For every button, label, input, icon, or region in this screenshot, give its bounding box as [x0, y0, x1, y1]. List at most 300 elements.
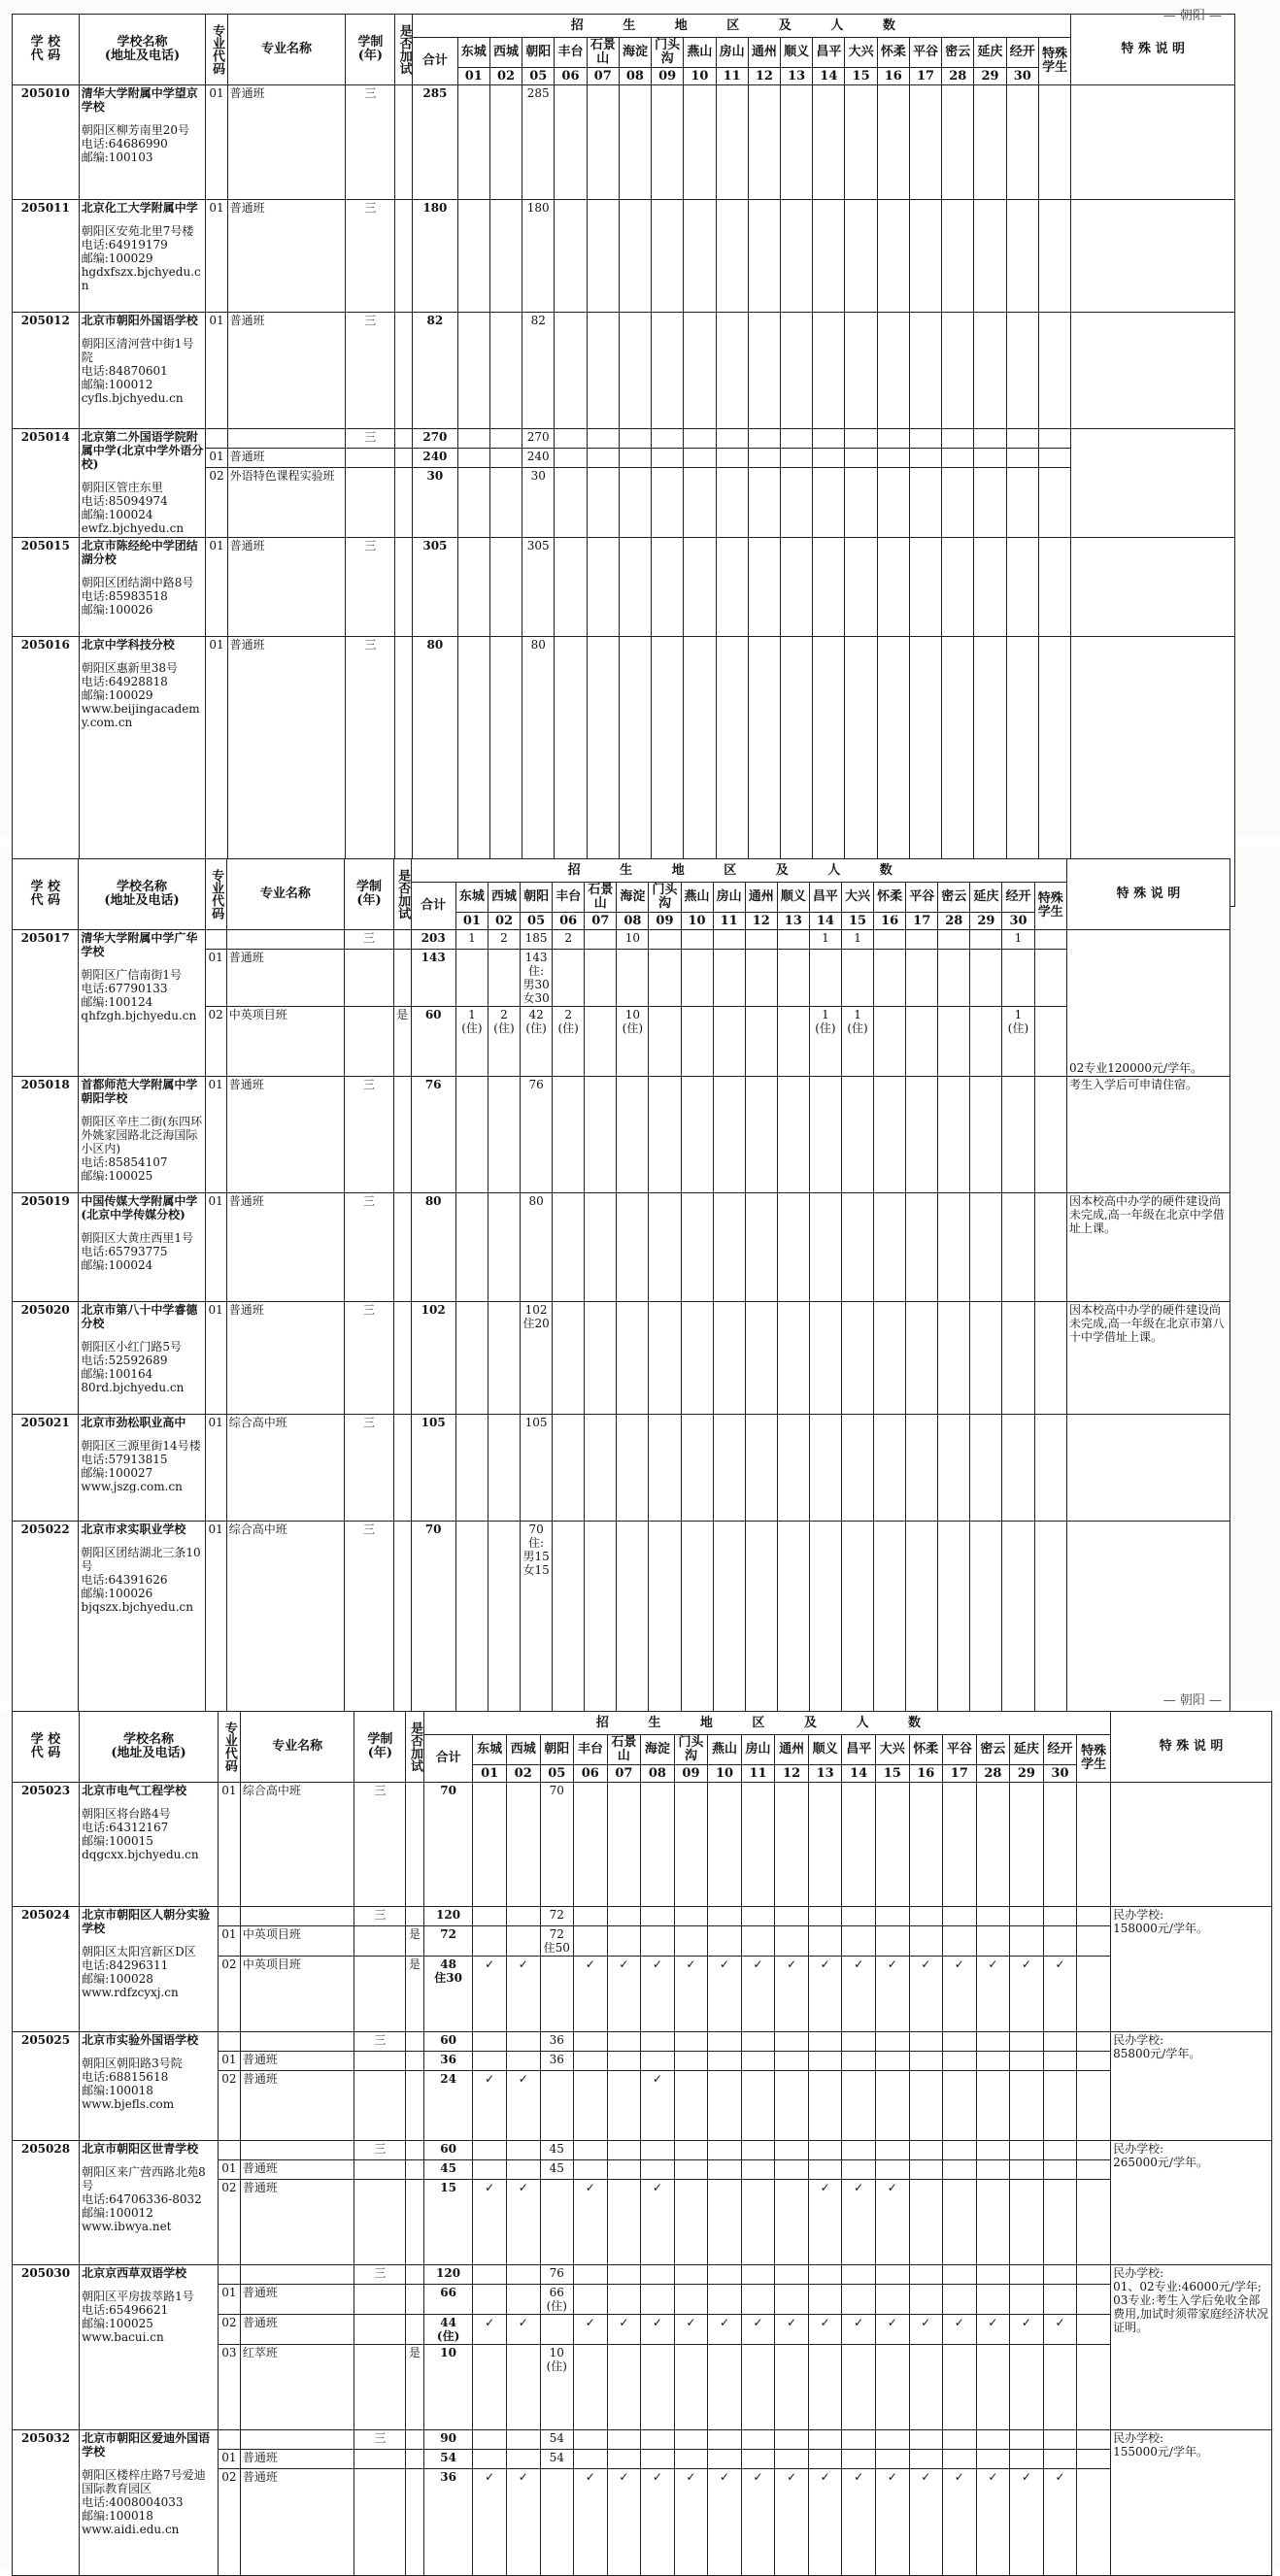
district-cell-06	[574, 2032, 608, 2052]
special-students	[1077, 2285, 1111, 2315]
district-cell-29	[974, 85, 1006, 200]
school-code: 205011	[13, 200, 80, 313]
district-cell-02	[489, 429, 522, 449]
district-cell-16	[909, 2180, 943, 2265]
major-name: 普通班	[240, 2052, 354, 2071]
table-row	[13, 2265, 1272, 2285]
district-cell-16	[909, 1926, 943, 1957]
district-cell-13	[777, 1193, 809, 1302]
major-name: 红萃班	[240, 2345, 354, 2430]
school-address: 朝阳区平房拔萃路1号 电话:65496621 邮编:100025 www.bacui.cn	[82, 2290, 194, 2344]
header-district-code-07: 07	[585, 913, 617, 930]
district-cell-16	[877, 200, 909, 313]
header-region-title: 招 生 地 区 及 人 数	[423, 1712, 1110, 1735]
addtest	[393, 1522, 411, 1725]
total: 120	[423, 1907, 473, 1926]
table-row	[13, 429, 1235, 449]
district-cell-30	[1043, 1926, 1077, 1957]
special-students	[1038, 200, 1071, 313]
district-cell-06: ✓	[574, 2315, 608, 2345]
district-cell-01: 1 (住)	[455, 1007, 488, 1077]
district-cell-05: 54	[540, 2430, 574, 2450]
header-district-10: 燕山	[708, 1735, 742, 1765]
district-cell-13	[808, 1783, 842, 1907]
special-students	[1038, 429, 1071, 449]
total: 90	[423, 2430, 473, 2450]
district-cell-30	[1006, 429, 1038, 449]
district-cell-01	[457, 85, 489, 200]
district-cell-11: ✓	[741, 1957, 775, 2032]
district-cell-08: ✓	[641, 1957, 675, 2032]
school-code: 205022	[13, 1522, 79, 1725]
district-cell-10	[708, 2071, 742, 2141]
header-district-30: 经开	[1006, 38, 1038, 68]
major-name: 普通班	[226, 1077, 344, 1193]
district-cell-10	[708, 2180, 742, 2265]
addtest	[406, 2285, 423, 2315]
header-district-29: 延庆	[970, 883, 1002, 913]
header-district-29: 延庆	[1010, 1735, 1044, 1765]
district-cell-15	[875, 2285, 909, 2315]
district-cell-30	[1043, 1783, 1077, 1907]
years	[354, 2052, 406, 2071]
district-cell-12	[745, 1302, 777, 1415]
addtest	[406, 2265, 423, 2285]
district-cell-12	[745, 1193, 777, 1302]
district-cell-30	[1006, 313, 1038, 429]
district-cell-10	[708, 2032, 742, 2052]
school-code: 205016	[13, 637, 80, 907]
district-cell-12	[775, 2180, 809, 2265]
district-cell-14	[809, 1522, 841, 1725]
major-code: 02	[205, 1007, 226, 1077]
header-years: 学制 (年)	[354, 1712, 406, 1783]
district-cell-01	[473, 2430, 507, 2450]
district-cell-28: ✓	[976, 2469, 1010, 2576]
district-cell-09	[674, 2265, 708, 2285]
header-district-code-06: 06	[555, 68, 587, 85]
district-cell-30	[1043, 2450, 1077, 2469]
district-cell-12	[745, 1522, 777, 1725]
header-district-code-30: 30	[1006, 68, 1038, 85]
district-cell-01	[455, 1522, 488, 1725]
special-note	[1111, 1783, 1272, 1907]
district-cell-10	[681, 930, 713, 950]
district-cell-01	[473, 2450, 507, 2469]
district-cell-02	[506, 2265, 540, 2285]
header-district-01: 东城	[455, 883, 488, 913]
district-cell-13: ✓	[808, 1957, 842, 2032]
district-cell-10	[708, 1926, 742, 1957]
district-cell-07	[585, 1077, 617, 1193]
district-cell-17	[943, 1926, 977, 1957]
district-cell-07	[585, 1522, 617, 1725]
major-name	[240, 2141, 354, 2160]
district-cell-30	[1043, 2285, 1077, 2315]
header-special-students: 特殊学生	[1034, 883, 1066, 930]
district-cell-29	[970, 1415, 1002, 1522]
district-cell-14	[842, 1783, 876, 1907]
district-cell-30	[1002, 1193, 1034, 1302]
district-cell-15	[875, 1926, 909, 1957]
special-note: 民办学校: 158000元/学年。	[1111, 1907, 1272, 2032]
major-code	[218, 2265, 240, 2285]
district-cell-06: 2 (住)	[553, 1007, 585, 1077]
district-cell-29	[1010, 2345, 1044, 2430]
district-cell-28	[976, 2032, 1010, 2052]
special-students	[1077, 2032, 1111, 2052]
district-cell-11	[716, 538, 748, 637]
years	[345, 950, 394, 1007]
district-cell-17	[909, 85, 941, 200]
school-code: 205023	[13, 1783, 80, 1907]
district-cell-29	[974, 538, 1006, 637]
school-info	[79, 538, 206, 637]
district-cell-13	[777, 930, 809, 950]
district-cell-11	[741, 2265, 775, 2285]
district-cell-02	[488, 1415, 520, 1522]
school-name: 清华大学附属中学广华学校	[81, 931, 198, 958]
district-cell-17: ✓	[943, 2469, 977, 2576]
district-cell-08	[641, 1926, 675, 1957]
major-name: 综合高中班	[226, 1415, 344, 1522]
district-cell-07	[607, 1926, 641, 1957]
total: 240	[413, 449, 458, 468]
district-cell-07	[585, 1302, 617, 1415]
district-cell-28	[976, 2180, 1010, 2265]
header-district-12: 通州	[745, 883, 777, 913]
school-info	[79, 1077, 205, 1193]
district-cell-16	[909, 2345, 943, 2430]
total: 70	[423, 1783, 473, 1907]
district-cell-07: ✓	[607, 1957, 641, 2032]
school-name: 北京市朝阳区爱迪外国语学校	[82, 2431, 211, 2459]
district-cell-10	[681, 1415, 713, 1522]
district-cell-06	[553, 1302, 585, 1415]
district-cell-12	[775, 2141, 809, 2160]
district-cell-07	[607, 2032, 641, 2052]
special-students	[1038, 313, 1071, 429]
district-cell-05	[540, 2315, 574, 2345]
major-code: 01	[218, 1926, 240, 1957]
district-cell-13	[777, 1522, 809, 1725]
header-district-code-14: 14	[842, 1765, 876, 1783]
school-name: 北京市实验外国语学校	[82, 2033, 199, 2047]
district-cell-09	[674, 2052, 708, 2071]
district-cell-12	[775, 2285, 809, 2315]
district-cell-30	[1002, 1077, 1034, 1193]
district-cell-30: 1	[1002, 930, 1034, 950]
district-cell-08	[619, 449, 651, 468]
district-cell-07	[587, 429, 619, 449]
major-code: 03	[218, 2345, 240, 2430]
district-cell-09	[649, 1077, 681, 1193]
school-address: 朝阳区安苑北里7号楼 电话:64919179 邮编:100029 hgdxfszx.bjchyedu.cn	[81, 224, 201, 292]
header-district-07: 石景山	[607, 1735, 641, 1765]
district-cell-28: ✓	[976, 1957, 1010, 2032]
total: 36	[423, 2052, 473, 2071]
district-cell-02: ✓	[506, 2180, 540, 2265]
school-code: 205020	[13, 1302, 79, 1415]
district-cell-07	[585, 1007, 617, 1077]
district-cell-13	[808, 2052, 842, 2071]
district-cell-15	[845, 313, 877, 429]
district-cell-09	[649, 1522, 681, 1725]
district-cell-08	[641, 1783, 675, 1907]
district-cell-30: ✓	[1043, 2469, 1077, 2576]
district-cell-30	[1043, 2345, 1077, 2430]
district-cell-11: ✓	[741, 2469, 775, 2576]
district-cell-12	[775, 2160, 809, 2180]
district-cell-30	[1043, 2141, 1077, 2160]
district-cell-01	[457, 429, 489, 449]
district-cell-06	[574, 2071, 608, 2141]
district-cell-10	[708, 1907, 742, 1926]
district-cell-01	[455, 1302, 488, 1415]
district-cell-28: ✓	[976, 2315, 1010, 2345]
enrollment-table-3	[12, 1711, 1272, 2576]
district-cell-08	[641, 2032, 675, 2052]
district-cell-05: 80	[521, 1193, 553, 1302]
district-cell-15	[841, 950, 873, 1007]
district-cell-10	[684, 429, 716, 449]
addtest	[406, 2141, 423, 2160]
district-cell-15	[845, 538, 877, 637]
special-students	[1077, 2430, 1111, 2450]
district-cell-30	[1043, 2265, 1077, 2285]
addtest	[395, 538, 413, 637]
major-code: 01	[205, 1302, 226, 1415]
table-row	[13, 2141, 1272, 2160]
district-cell-02	[488, 1077, 520, 1193]
special-note	[1071, 313, 1235, 429]
district-cell-10	[681, 950, 713, 1007]
header-district-code-05: 05	[540, 1765, 574, 1783]
district-cell-11	[713, 1522, 745, 1725]
total: 44 (住)	[423, 2315, 473, 2345]
school-name: 北京市朝阳区世青学校	[82, 2142, 199, 2156]
header-district-code-10: 10	[708, 1765, 742, 1783]
district-cell-05: 42 (住)	[521, 1007, 553, 1077]
header-total: 合计	[413, 38, 458, 85]
school-code: 205018	[13, 1077, 79, 1193]
district-cell-02	[506, 2032, 540, 2052]
school-address: 朝阳区团结湖北三条10号 电话:64391626 邮编:100026 bjqszx.bjchyedu.cn	[81, 1546, 201, 1614]
district-cell-30: 1 (住)	[1002, 1007, 1034, 1077]
district-cell-30	[1043, 1907, 1077, 1926]
addtest	[395, 313, 413, 429]
district-cell-11	[741, 1783, 775, 1907]
addtest	[395, 85, 413, 200]
district-cell-08	[617, 1522, 649, 1725]
header-district-30: 经开	[1002, 883, 1034, 913]
school-name: 北京市求实职业学校	[81, 1522, 186, 1536]
table-row	[13, 538, 1235, 637]
special-note	[1071, 200, 1235, 313]
district-cell-15: ✓	[875, 1957, 909, 2032]
district-cell-05: 70 住: 男15 女15	[521, 1522, 553, 1725]
total: 80	[413, 637, 458, 907]
special-students	[1034, 1302, 1066, 1415]
header-district-code-17: 17	[943, 1765, 977, 1783]
district-cell-01	[473, 2345, 507, 2430]
header-district-09: 门头沟	[649, 883, 681, 913]
district-cell-13	[808, 2032, 842, 2052]
major-code: 01	[206, 200, 227, 313]
years	[354, 2285, 406, 2315]
school-info	[79, 1193, 205, 1302]
district-cell-08	[617, 1302, 649, 1415]
district-cell-28	[976, 2430, 1010, 2450]
header-district-code-11: 11	[741, 1765, 775, 1783]
header-district-code-09: 09	[649, 913, 681, 930]
major-code: 01	[205, 1077, 226, 1193]
table-row	[13, 1783, 1272, 1907]
school-code: 205025	[13, 2032, 80, 2141]
school-address: 朝阳区来广营西路北苑8号 电话:64706336-8032 邮编:100012 www.ibwya.net	[82, 2165, 206, 2233]
header-district-code-12: 12	[748, 68, 780, 85]
header-district-code-07: 07	[587, 68, 619, 85]
special-students	[1077, 1926, 1111, 1957]
district-cell-15: ✓	[875, 2315, 909, 2345]
district-cell-02: ✓	[506, 2315, 540, 2345]
district-cell-01	[473, 2265, 507, 2285]
total: 15	[423, 2180, 473, 2265]
table-row	[13, 1522, 1230, 1725]
district-cell-06: ✓	[574, 2469, 608, 2576]
school-info	[79, 313, 206, 429]
header-district-08: 海淀	[617, 883, 649, 913]
district-cell-11	[713, 950, 745, 1007]
district-cell-11	[716, 200, 748, 313]
special-students	[1034, 930, 1066, 950]
district-cell-15: 1 (住)	[841, 1007, 873, 1077]
district-cell-10	[708, 1783, 742, 1907]
district-cell-29	[1010, 2265, 1044, 2285]
major-code: 01	[206, 449, 227, 468]
district-cell-16	[909, 2285, 943, 2315]
major-code: 01	[205, 950, 226, 1007]
special-note: 考生入学后可申请住宿。	[1066, 1077, 1229, 1193]
special-note	[1066, 1415, 1229, 1522]
district-cell-02	[506, 2430, 540, 2450]
district-cell-11	[741, 2141, 775, 2160]
district-cell-28	[976, 2052, 1010, 2071]
district-cell-15	[845, 200, 877, 313]
header-district-code-06: 06	[553, 913, 585, 930]
district-cell-16	[909, 2032, 943, 2052]
district-cell-12	[748, 468, 780, 538]
district-cell-07	[587, 468, 619, 538]
table-row	[13, 1193, 1230, 1302]
district-cell-15	[875, 1783, 909, 1907]
district-cell-29	[1010, 1926, 1044, 1957]
major-code	[206, 429, 227, 449]
major-name	[240, 2430, 354, 2450]
school-code: 205030	[13, 2265, 80, 2430]
total: 82	[413, 313, 458, 429]
header-district-code-29: 29	[974, 68, 1006, 85]
header-district-code-15: 15	[845, 68, 877, 85]
school-info	[79, 930, 205, 1077]
district-cell-16: ✓	[909, 1957, 943, 2032]
header-district-28: 密云	[942, 38, 974, 68]
header-district-code-10: 10	[684, 68, 716, 85]
district-cell-02	[506, 2285, 540, 2315]
district-cell-06	[574, 1926, 608, 1957]
district-cell-14	[809, 1302, 841, 1415]
school-code: 205019	[13, 1193, 79, 1302]
header-district-07: 石景山	[585, 883, 617, 913]
years: 三	[354, 2141, 406, 2160]
district-cell-05: 305	[522, 538, 555, 637]
district-cell-02	[488, 1522, 520, 1725]
header-district-16: 怀柔	[874, 883, 906, 913]
header-district-09: 门头沟	[652, 38, 684, 68]
district-cell-14	[842, 1926, 876, 1957]
district-cell-11	[741, 2180, 775, 2265]
district-cell-11	[716, 468, 748, 538]
header-district-02: 西城	[489, 38, 522, 68]
school-info	[80, 2430, 219, 2576]
header-district-15: 大兴	[875, 1735, 909, 1765]
table-row	[13, 1077, 1230, 1193]
district-cell-14: ✓	[842, 1957, 876, 2032]
school-name: 北京市朝阳区人朝分实验学校	[82, 1908, 211, 1935]
district-cell-16	[874, 1007, 906, 1077]
school-info	[80, 2265, 219, 2430]
page-footer-2: — 朝阳 —	[1162, 1693, 1222, 1708]
special-note: 民办学校: 85800元/学年。	[1111, 2032, 1272, 2141]
district-cell-06	[574, 2052, 608, 2071]
school-code: 205032	[13, 2430, 80, 2576]
header-district-10: 燕山	[681, 883, 713, 913]
district-cell-06	[553, 950, 585, 1007]
district-cell-16	[877, 313, 909, 429]
district-cell-12	[745, 1007, 777, 1077]
district-cell-15	[841, 1415, 873, 1522]
district-cell-15: ✓	[875, 2180, 909, 2265]
header-district-code-17: 17	[906, 913, 938, 930]
special-students	[1038, 538, 1071, 637]
district-cell-28	[976, 2160, 1010, 2180]
total: 72	[423, 1926, 473, 1957]
school-info	[79, 200, 206, 313]
addtest	[406, 2052, 423, 2071]
district-cell-11	[713, 1415, 745, 1522]
district-cell-01	[473, 1907, 507, 1926]
district-cell-06	[574, 1907, 608, 1926]
school-address: 朝阳区太阳宫新区D区 电话:84296311 邮编:100028 www.rdfzcyxj.cn	[82, 1945, 196, 1999]
district-cell-16	[909, 2265, 943, 2285]
school-code: 205024	[13, 1907, 80, 2032]
school-name: 北京第二外国语学院附属中学(北京中学外语分校)	[81, 430, 204, 471]
years	[354, 1957, 406, 2032]
header-district-15: 大兴	[845, 38, 877, 68]
district-cell-07	[585, 950, 617, 1007]
header-district-code-16: 16	[874, 913, 906, 930]
district-cell-09	[674, 2285, 708, 2315]
header-district-code-10: 10	[681, 913, 713, 930]
district-cell-17	[906, 1415, 938, 1522]
header-district-02: 西城	[488, 883, 520, 913]
header-district-06: 丰台	[555, 38, 587, 68]
district-cell-14	[813, 200, 845, 313]
district-cell-17	[909, 313, 941, 429]
years: 三	[354, 1907, 406, 1926]
district-cell-01: 1	[455, 930, 488, 950]
school-name: 北京化工大学附属中学	[81, 201, 198, 215]
